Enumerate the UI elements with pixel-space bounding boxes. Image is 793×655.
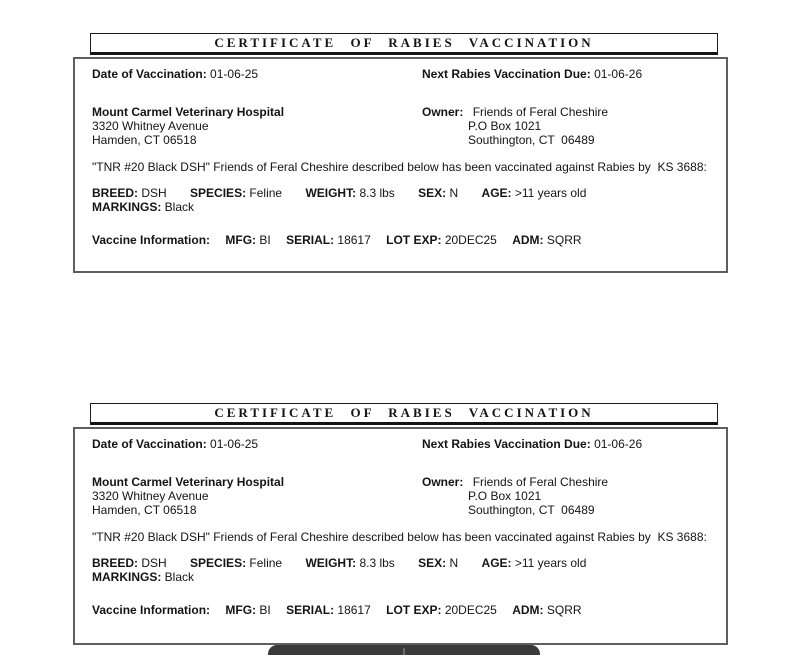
- lot-exp-value: 20DEC25: [444, 233, 497, 247]
- age-field: [482, 186, 587, 200]
- breed-value: DSH: [141, 556, 167, 570]
- adm-label: ADM:: [512, 603, 544, 617]
- breed-label: BREED:: [92, 556, 139, 570]
- clinic-name: Mount Carmel Veterinary Hospital: [92, 475, 285, 489]
- vaccine-information-row: [92, 233, 720, 247]
- owner-name: Friends of Feral Cheshire: [472, 475, 609, 489]
- vaccine-info-prefix: [92, 603, 210, 617]
- vaccination-dates-row: [92, 437, 720, 451]
- clinic-address-line1: 3320 Whitney Avenue: [92, 489, 209, 503]
- adm-value: SQRR: [546, 233, 582, 247]
- sex-field: [418, 186, 458, 200]
- next-vaccination-due-value: 01-06-26: [594, 67, 643, 81]
- owner-address-line2: Southington, CT 06489: [468, 503, 595, 517]
- mfg-field: [225, 603, 270, 617]
- certificate-title-box: [90, 33, 718, 55]
- lot-exp-label: LOT EXP:: [386, 233, 442, 247]
- vaccination-dates-row: [92, 67, 720, 81]
- clinic-address-line2: Hamden, CT 06518: [92, 133, 197, 147]
- age-value: >11 years old: [514, 186, 587, 200]
- breed-field: [92, 186, 167, 200]
- owner-address-block: [422, 475, 720, 517]
- certificate-title: CERTIFICATE OF RABIES VACCINATION: [214, 405, 594, 420]
- certificate-body: [73, 57, 728, 273]
- serial-label: SERIAL:: [286, 233, 335, 247]
- date-of-vaccination-label: Date of Vaccination:: [92, 67, 207, 81]
- sex-field: [418, 556, 458, 570]
- date-of-vaccination-label: Date of Vaccination:: [92, 437, 207, 451]
- age-value: >11 years old: [514, 556, 587, 570]
- date-of-vaccination: [92, 67, 422, 81]
- adm-field: [512, 603, 581, 617]
- vaccine-info-prefix: [92, 233, 210, 247]
- serial-value: 18617: [337, 233, 371, 247]
- owner-address-block: [422, 105, 720, 147]
- vaccine-info-prefix-label: Vaccine Information:: [92, 603, 211, 617]
- owner-address-line1: P.O Box 1021: [468, 119, 542, 133]
- weight-field: [305, 556, 394, 570]
- mfg-value: BI: [259, 603, 271, 617]
- adm-label: ADM:: [512, 233, 544, 247]
- species-field: [190, 556, 282, 570]
- clinic-address-block: [92, 475, 422, 517]
- sex-label: SEX:: [418, 186, 447, 200]
- markings-value: Black: [164, 200, 195, 214]
- weight-label: WEIGHT:: [305, 556, 357, 570]
- animal-details: [92, 186, 720, 214]
- species-label: SPECIES:: [190, 556, 247, 570]
- floating-toolbar[interactable]: [268, 645, 540, 655]
- species-label: SPECIES:: [190, 186, 247, 200]
- clinic-name: Mount Carmel Veterinary Hospital: [92, 105, 285, 119]
- adm-field: [512, 233, 581, 247]
- next-vaccination-due-label: Next Rabies Vaccination Due:: [422, 67, 591, 81]
- breed-value: DSH: [141, 186, 167, 200]
- sex-label: SEX:: [418, 556, 447, 570]
- owner-address-line2: Southington, CT 06489: [468, 133, 595, 147]
- serial-label: SERIAL:: [286, 603, 335, 617]
- markings-value: Black: [164, 570, 195, 584]
- animal-details-row: [92, 556, 720, 570]
- certificate-title-box: [90, 403, 718, 425]
- markings-row: [92, 570, 720, 584]
- clinic-address-block: [92, 105, 422, 147]
- owner-address-line1: P.O Box 1021: [468, 489, 542, 503]
- breed-label: BREED:: [92, 186, 139, 200]
- weight-field: [305, 186, 394, 200]
- adm-value: SQRR: [546, 603, 582, 617]
- toolbar-divider: [403, 648, 405, 655]
- mfg-value: BI: [259, 233, 271, 247]
- lot-exp-label: LOT EXP:: [386, 603, 442, 617]
- owner-name: Friends of Feral Cheshire: [472, 105, 609, 119]
- next-vaccination-due: [422, 437, 720, 451]
- next-vaccination-due-value: 01-06-26: [594, 437, 643, 451]
- clinic-address-line1: 3320 Whitney Avenue: [92, 119, 209, 133]
- owner-label: Owner:: [422, 475, 464, 489]
- sex-value: N: [449, 186, 459, 200]
- markings-label: MARKINGS:: [92, 200, 162, 214]
- sex-value: N: [449, 556, 459, 570]
- markings-label: MARKINGS:: [92, 570, 162, 584]
- serial-field: [286, 233, 371, 247]
- owner-line: [422, 475, 720, 489]
- mfg-field: [225, 233, 270, 247]
- animal-details: [92, 556, 720, 584]
- vaccination-statement: "TNR #20 Black DSH" Friends of Feral Cheshire described below has been vaccinated against Rabies by KS 3688:: [92, 160, 707, 174]
- species-field: [190, 186, 282, 200]
- date-of-vaccination-value: 01-06-25: [210, 437, 259, 451]
- mfg-label: MFG:: [225, 233, 257, 247]
- owner-label: Owner:: [422, 105, 464, 119]
- lot-exp-field: [386, 233, 497, 247]
- mfg-label: MFG:: [225, 603, 257, 617]
- vaccination-statement: "TNR #20 Black DSH" Friends of Feral Cheshire described below has been vaccinated against Rabies by KS 3688:: [92, 530, 707, 544]
- clinic-owner-row: [92, 475, 720, 517]
- lot-exp-value: 20DEC25: [444, 603, 497, 617]
- date-of-vaccination: [92, 437, 422, 451]
- animal-details-row: [92, 186, 720, 200]
- weight-label: WEIGHT:: [305, 186, 357, 200]
- species-value: Feline: [249, 556, 283, 570]
- lot-exp-field: [386, 603, 497, 617]
- owner-line: [422, 105, 720, 119]
- certificate-title: CERTIFICATE OF RABIES VACCINATION: [214, 35, 594, 50]
- weight-value: 8.3 lbs: [359, 556, 395, 570]
- next-vaccination-due-label: Next Rabies Vaccination Due:: [422, 437, 591, 451]
- date-of-vaccination-value: 01-06-25: [210, 67, 259, 81]
- species-value: Feline: [249, 186, 283, 200]
- age-field: [482, 556, 587, 570]
- next-vaccination-due: [422, 67, 720, 81]
- clinic-address-line2: Hamden, CT 06518: [92, 503, 197, 517]
- markings-row: [92, 200, 720, 214]
- serial-value: 18617: [337, 603, 371, 617]
- weight-value: 8.3 lbs: [359, 186, 395, 200]
- clinic-owner-row: [92, 105, 720, 147]
- certificate-body: [73, 427, 728, 645]
- vaccine-information-row: [92, 603, 720, 617]
- breed-field: [92, 556, 167, 570]
- age-label: AGE:: [481, 186, 512, 200]
- serial-field: [286, 603, 371, 617]
- age-label: AGE:: [481, 556, 512, 570]
- vaccine-info-prefix-label: Vaccine Information:: [92, 233, 211, 247]
